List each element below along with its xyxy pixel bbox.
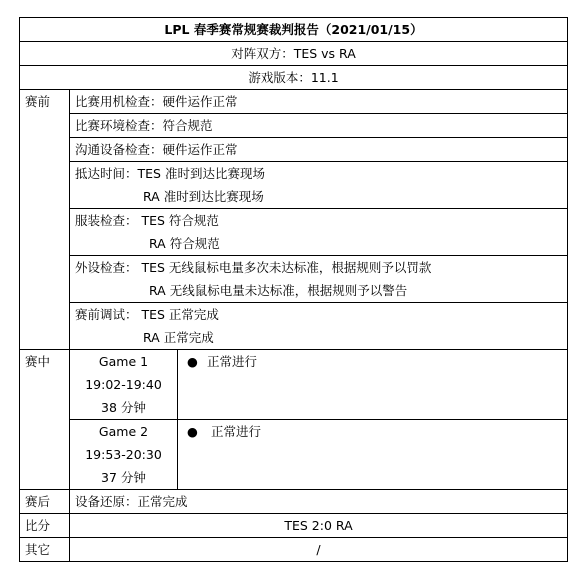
peripheral-tes: 外设检查： TES 无线鼠标电量多次未达标准，根据规则予以罚款 (75, 260, 432, 275)
game-1-duration: 38 分钟 (101, 400, 146, 415)
post-match-label: 赛后 (20, 490, 70, 514)
environment-check: 比赛环境检查：符合规范 (70, 114, 568, 138)
attire-check (70, 209, 568, 256)
pre-match-debug (70, 303, 568, 350)
debug-ra: RA 正常完成 (143, 330, 214, 345)
score-value: TES 2:0 RA (70, 514, 568, 538)
version-row: 游戏版本：11.1 (20, 66, 568, 90)
peripheral-ra: RA 无线鼠标电量未达标准，根据规则予以警告 (149, 283, 408, 298)
bullet-icon: ● (187, 424, 198, 439)
game-2-name: Game 2 (98, 424, 149, 439)
game-2-duration: 37 分钟 (101, 470, 146, 485)
report-title: LPL 春季赛常规赛裁判报告（2021/01/15） (20, 18, 568, 42)
arrival-tes: 抵达时间：TES 准时到达比赛现场 (75, 166, 265, 181)
game-1-time: 19:02-19:40 (85, 377, 162, 392)
game-1-info (70, 350, 178, 420)
post-match-text: 设备还原：正常完成 (70, 490, 568, 514)
machine-check: 比赛用机检查：硬件运作正常 (70, 90, 568, 114)
game-2-time: 19:53-20:30 (85, 447, 162, 462)
arrival-ra: RA 准时到达比赛现场 (143, 189, 264, 204)
game-1-note: 正常进行 (207, 354, 258, 369)
in-match-label: 赛中 (20, 350, 70, 490)
comms-check: 沟通设备检查：硬件运作正常 (70, 138, 568, 162)
bullet-icon: ● (187, 354, 198, 369)
attire-tes: 服装检查： TES 符合规范 (75, 213, 219, 228)
other-value: / (70, 538, 568, 562)
game-2-info (70, 420, 178, 490)
game-1-name: Game 1 (98, 354, 149, 369)
matchup-row: 对阵双方：TES vs RA (20, 42, 568, 66)
score-label: 比分 (20, 514, 70, 538)
game-1-status (178, 350, 568, 420)
debug-tes: 赛前调试： TES 正常完成 (75, 307, 219, 322)
other-label: 其它 (20, 538, 70, 562)
referee-report-table (19, 17, 568, 562)
arrival-time (70, 162, 568, 209)
pre-match-label: 赛前 (20, 90, 70, 350)
attire-ra: RA 符合规范 (149, 236, 220, 251)
peripheral-check (70, 256, 568, 303)
game-2-status (178, 420, 568, 490)
game-2-note: 正常进行 (211, 424, 262, 439)
